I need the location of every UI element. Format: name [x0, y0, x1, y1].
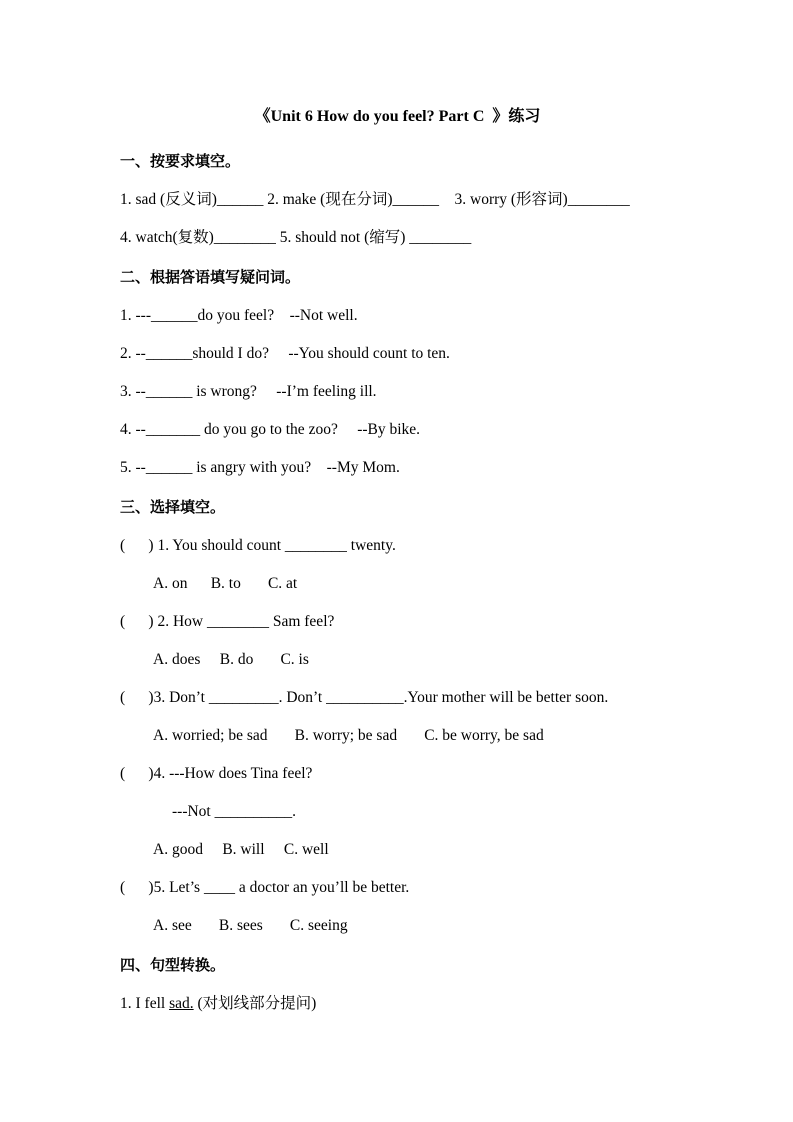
section1-line-1: 1. sad (反义词)______ 2. make (现在分词)______ 3. worry (形容词)________ [120, 191, 630, 208]
section1-heading: 一、按要求填空。 [120, 154, 241, 170]
section3-heading: 三、选择填空。 [120, 500, 226, 516]
section2-line-1: 1. ---______do you feel? --Not well. [120, 307, 358, 324]
section4-line-1 [120, 994, 675, 1013]
section2-line-3: 3. --______ is wrong? --I’m feeling ill. [120, 383, 377, 400]
worksheet-title: 《Unit 6 How do you feel? Part C 》练习 [254, 108, 541, 125]
section3-question-4-answer-line: ---Not __________. [172, 803, 296, 820]
section3-question-5: ( )5. Let’s ____ a doctor an you’ll be better. [120, 879, 410, 896]
section3-options-3: A. worried; be sad B. worry; be sad C. be worry, be sad [153, 727, 544, 744]
section3-options-5: A. see B. sees C. seeing [153, 917, 348, 934]
section3-options-2: A. does B. do C. is [153, 651, 309, 668]
section3-options-1: A. on B. to C. at [153, 575, 298, 592]
section3-question-4: ( )4. ---How does Tina feel? [120, 765, 313, 782]
section2-line-5: 5. --______ is angry with you? --My Mom. [120, 459, 400, 476]
section2-heading: 二、根据答语填写疑问词。 [120, 270, 301, 286]
section3-options-4: A. good B. will C. well [153, 841, 329, 858]
section3-question-1: ( ) 1. You should count ________ twenty. [120, 537, 396, 554]
section2-line-2: 2. --______should I do? --You should count to ten. [120, 345, 450, 362]
section4-underlined-word: sad. [169, 995, 194, 1012]
section3-question-3: ( )3. Don’t _________. Don’t __________.Your mother will be better soon. [120, 689, 609, 706]
section3-question-2: ( ) 2. How ________ Sam feel? [120, 613, 335, 630]
section4-line-prefix: 1. I fell [120, 995, 170, 1012]
section4-line-suffix: (对划线部分提问) [193, 995, 317, 1012]
section4-heading: 四、句型转换。 [120, 958, 226, 974]
section1-line-2: 4. watch(复数)________ 5. should not (缩写) ________ [120, 229, 472, 246]
section2-line-4: 4. --_______ do you go to the zoo? --By bike. [120, 421, 421, 438]
